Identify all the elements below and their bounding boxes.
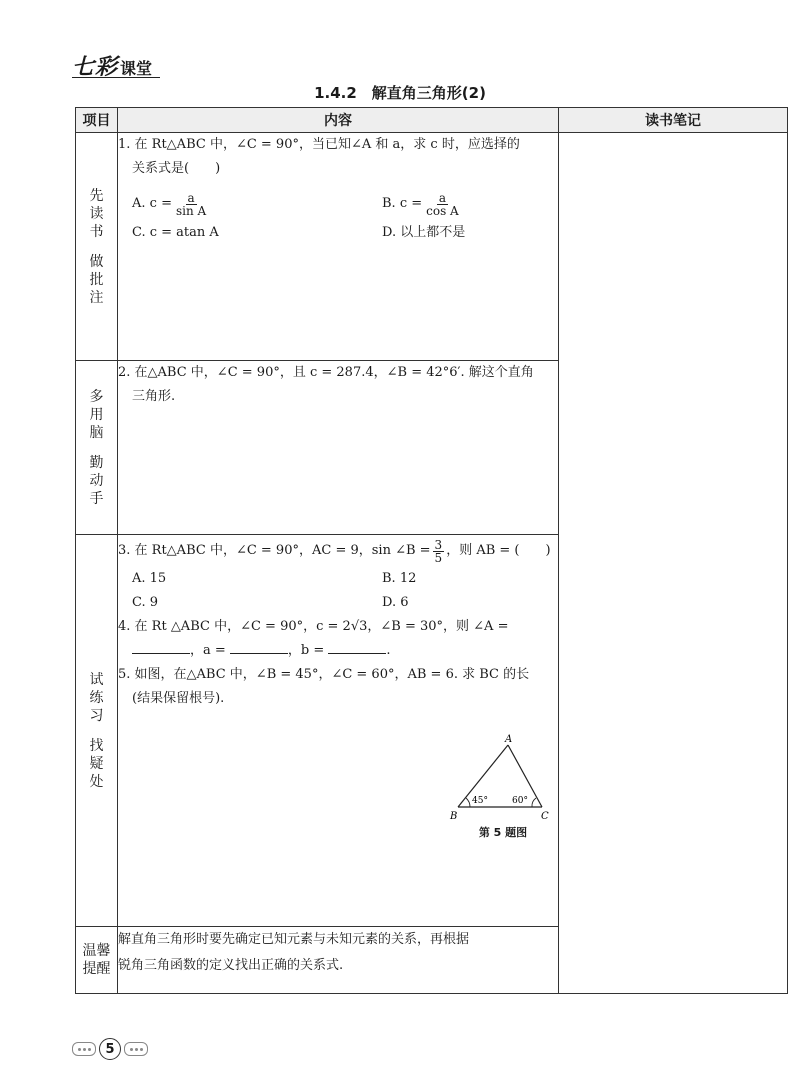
q5-line2: (结果保留根号). xyxy=(132,691,225,706)
section-label-tip: 温馨提醒 xyxy=(76,927,118,994)
q4-blank-a[interactable] xyxy=(230,639,288,654)
q3-option-b: B. 12 xyxy=(382,571,417,586)
q1-line1: 1. 在 Rt△ABC 中，∠C = 90°，当已知∠A 和 a，求 c 时，应选择的 xyxy=(118,137,520,152)
worksheet-table xyxy=(75,107,788,994)
q1-option-b: B. c = $\frac{a}{\text{cos A}}$ xyxy=(382,190,459,218)
q4-line1: 4. 在 Rt △ABC 中，∠C = 90°，c = 2√3，∠B = 30°，则 ∠A = xyxy=(118,619,509,634)
q1-option-d: D. 以上都不是 xyxy=(382,225,466,240)
angle-b-arc xyxy=(466,798,470,807)
footer-dots-right xyxy=(124,1042,148,1056)
q1-option-c: C. c = atan A xyxy=(132,225,219,240)
header-notes: 读书笔记 xyxy=(559,108,788,133)
page-title: 1.4.2 解直角三角形(2) xyxy=(314,84,486,102)
page-footer xyxy=(72,1038,148,1060)
vertex-b-label: B xyxy=(450,811,458,821)
figure-caption: 第 5 题图 xyxy=(478,826,528,839)
q1-option-a: A. c = $\frac{a}{\text{sin A}}$ xyxy=(132,190,207,218)
q3-option-d: D. 6 xyxy=(382,595,409,610)
triangle-figure xyxy=(448,731,558,821)
angle-c-label: 60° xyxy=(512,796,528,806)
practice-questions xyxy=(118,535,559,927)
tip-line1: 解直角三角形时要先确定已知元素与未知元素的关系，再根据 xyxy=(118,932,470,947)
header-item: 项目 xyxy=(76,108,118,133)
section-label-think: 多用脑 勤动手 xyxy=(76,361,118,535)
q2-line1: 2. 在△ABC 中，∠C = 90°，且 c = 287.4，∠B = 42°6′. 解这个直角 xyxy=(118,365,534,380)
question-3: 3. 在 Rt△ABC 中，∠C = 90°，AC = 9，sin ∠B = $\frac{3}{5}$ ，则 AB = ( ) xyxy=(118,537,551,565)
section-label-read: 先读书 做批注 xyxy=(76,133,118,361)
footer-dots-left xyxy=(72,1042,96,1056)
vertex-c-label: C xyxy=(541,811,549,821)
tip-line2: 锐角三角函数的定义找出正确的关系式. xyxy=(118,958,344,973)
brand-part2: 课堂 xyxy=(120,59,153,78)
brand-underline xyxy=(72,77,160,78)
section-label-practice: 试练习 找疑处 xyxy=(76,535,118,927)
q2-line2: 三角形. xyxy=(132,389,176,404)
question-1 xyxy=(118,133,559,361)
page-number: 5 xyxy=(99,1038,121,1060)
angle-b-label: 45° xyxy=(472,796,488,806)
question-2 xyxy=(118,361,559,535)
tip-text xyxy=(118,927,559,994)
q4-blank-angle-a[interactable] xyxy=(132,639,190,654)
q4-line2: ，a = ，b = . xyxy=(132,639,558,663)
q4-blank-b[interactable] xyxy=(328,639,386,654)
q1-line2: 关系式是( ) xyxy=(132,161,221,176)
vertex-a-label: A xyxy=(505,734,513,745)
q3-option-c: C. 9 xyxy=(132,595,159,610)
angle-c-arc xyxy=(532,798,536,807)
brand-part1: 七彩 xyxy=(72,54,119,80)
q5-line1: 5. 如图，在△ABC 中，∠B = 45°，∠C = 60°，AB = 6. 求 BC 的长 xyxy=(118,667,530,682)
reading-notes-area[interactable] xyxy=(559,133,788,994)
q3-option-a: A. 15 xyxy=(132,571,167,586)
header-content: 内容 xyxy=(118,108,559,133)
